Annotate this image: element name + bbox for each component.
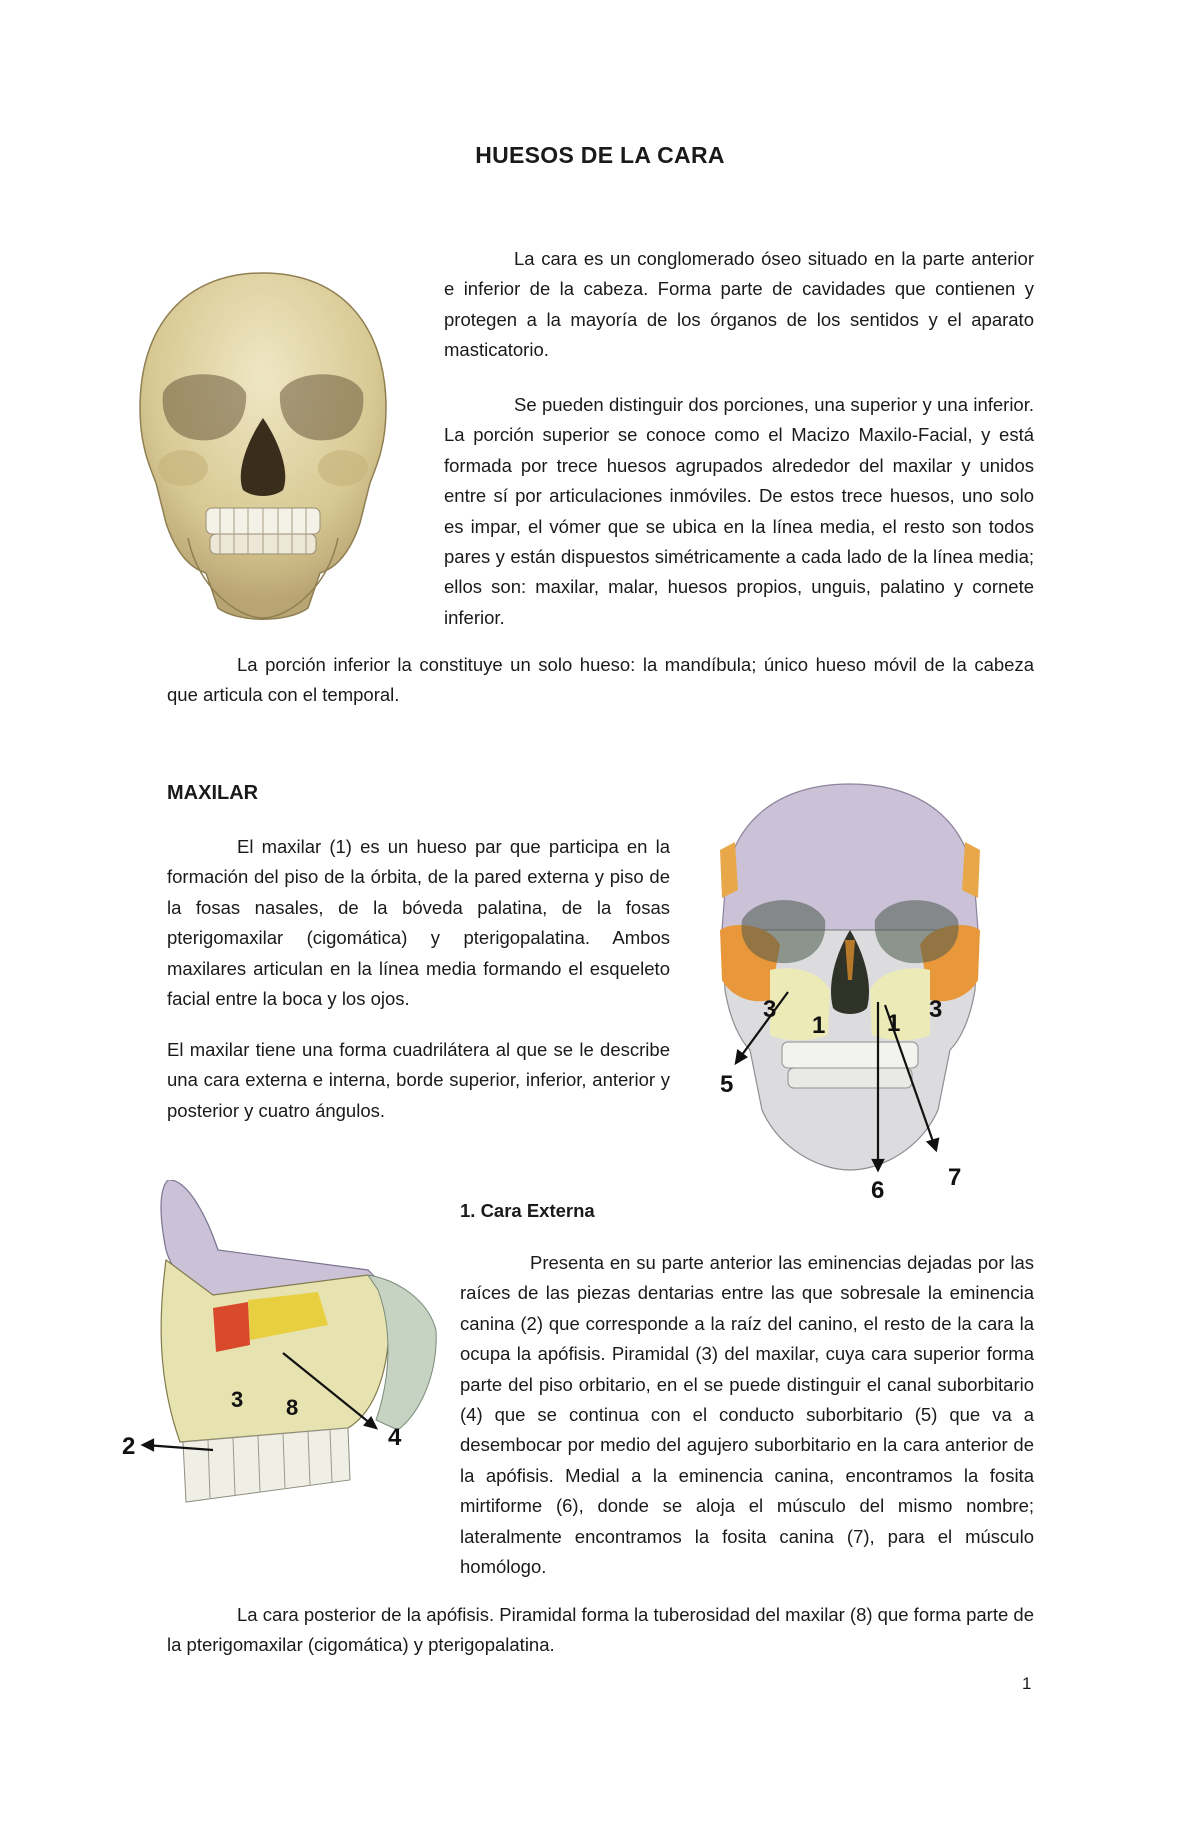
skull-front-figure [128, 268, 398, 628]
figure3-label-3: 3 [231, 1387, 244, 1412]
figure2-label-1-left: 1 [812, 1012, 826, 1039]
figure2-label-1-right: 1 [887, 1010, 901, 1037]
figure3-label-4: 4 [388, 1424, 402, 1451]
page-title: HUESOS DE LA CARA [475, 142, 725, 168]
intro-paragraph-1: La cara es un conglomerado óseo situado en la parte anterior e inferior de la cabeza. Forma parte de cavidades que contienen y protegen a la mayoría de los órganos de los sentidos y el aparato masticatorio. [444, 248, 1034, 361]
section-heading-maxilar: MAXILAR [167, 782, 259, 804]
skull-maxilla-figure [700, 780, 1000, 1200]
page-number: 1 [1022, 1674, 1032, 1693]
maxilar-paragraph-1: El maxilar (1) es un hueso par que participa en la formación del piso de la órbita, de la pared externa y piso de la fosas nasales, de la bóveda palatina, de la fosas pterigomaxilar (cigomática) y pterigopalatina. Ambos maxilares articulan en la línea media formando el esqueleto facial entre la boca y los ojos. [167, 836, 670, 1010]
cara-externa-paragraph-1: Presenta en su parte anterior las eminencias dejadas por las raíces de las piezas dentarias entre las que sobresale la eminencia canina (2) que corresponde a la raíz del canino, el resto de la cara la ocupa la apófisis. Piramidal (3) del maxilar, cuya cara superior forma parte del piso orbitario, en el se puede distinguir el canal suborbitario (4) que se continua con el conducto suborbitario (5) que va a desembocar por medio del agujero suborbitario en la cara anterior de la apófisis. Medial a la eminencia canina, encontramos la fosita mirtiforme (6), donde se aloja el músculo del mismo nombre; lateralmente encontramos la fosita canina (7), para el músculo homólogo. [460, 1252, 1034, 1578]
maxilar-paragraph-2: El maxilar tiene una forma cuadrilátera al que se le describe una cara externa e interna, borde superior, inferior, anterior y posterior y cuatro ángulos. [167, 1039, 670, 1121]
figure2-label-3-left: 3 [763, 996, 777, 1023]
figure3-label-8: 8 [286, 1395, 299, 1420]
figure3-label-2: 2 [122, 1433, 136, 1460]
figure2-label-6: 6 [871, 1177, 885, 1200]
figure2-label-7: 7 [948, 1164, 962, 1191]
maxilla-lateral-figure [118, 1180, 438, 1520]
intro-paragraph-2: Se pueden distinguir dos porciones, una superior y una inferior. La porción superior se conoce como el Macizo Maxilo-Facial, y está formada por trece huesos agrupados alrededor del maxilar y unidos entre sí por articulaciones inmóviles. De estos trece huesos, uno solo es impar, el vómer que se ubica en la línea media, el resto son todos pares y están dispuestos simétricamente a cada lado de la línea media; ellos son: maxilar, malar, huesos propios, unguis, palatino y cornete inferior. [444, 394, 1034, 628]
subsection-heading-cara-externa: 1. Cara Externa [460, 1200, 595, 1221]
cara-externa-paragraph-2: La cara posterior de la apófisis. Piramidal forma la tuberosidad del maxilar (8) que forma parte de la pterigomaxilar (cigomática) y pterigopalatina. [167, 1604, 1034, 1656]
intro-paragraph-3: La porción inferior la constituye un solo hueso: la mandíbula; único hueso móvil de la cabeza que articula con el temporal. [167, 654, 1034, 706]
figure2-label-5: 5 [720, 1071, 734, 1098]
figure2-label-3-right: 3 [929, 996, 943, 1023]
